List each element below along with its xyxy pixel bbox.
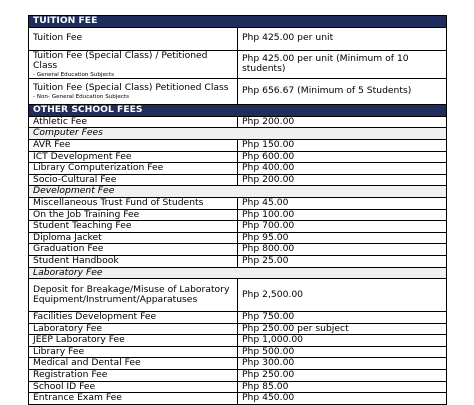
fee-name: [29, 79, 238, 105]
fee-name: School ID Fee: [29, 381, 238, 393]
fee-name: Library Computerization Fee: [29, 163, 238, 175]
fee-name: Facilities Development Fee: [29, 312, 238, 324]
fee-amount: Php 600.00: [238, 151, 447, 163]
fee-name: Student Teaching Fee: [29, 221, 238, 233]
table-row: [29, 370, 447, 382]
table-row: [29, 151, 447, 163]
fee-amount: Php 1,000.00: [238, 335, 447, 347]
table-row: [29, 323, 447, 335]
table-row: [29, 381, 447, 393]
fee-amount: Php 800.00: [238, 244, 447, 256]
table-row: [29, 79, 447, 105]
fee-name: Tuition Fee: [29, 27, 238, 50]
fee-amount: Php 656.67 (Minimum of 5 Students): [238, 79, 447, 105]
fee-name: Deposit for Breakage/Misuse of Laboratory Equipment/Instrument/Apparatuses: [29, 279, 238, 312]
table-row: [29, 232, 447, 244]
fee-name-text: Tuition Fee (Special Class) / Petitioned Class: [33, 50, 208, 72]
other-fees-header: OTHER SCHOOL FEES: [29, 105, 447, 117]
fee-name: Laboratory Fee: [29, 323, 238, 335]
fee-schedule-table: [28, 15, 447, 405]
other-fees-header-row: [29, 105, 447, 117]
table-row: [29, 358, 447, 370]
fee-name: Diploma Jacket: [29, 232, 238, 244]
fee-amount: Php 25.00: [238, 255, 447, 267]
table-row: [29, 393, 447, 405]
fee-amount: Php 200.00: [238, 174, 447, 186]
table-row: [29, 27, 447, 50]
table-row: [29, 312, 447, 324]
table-row: [29, 116, 447, 128]
fee-amount: Php 300.00: [238, 358, 447, 370]
table-row: [29, 50, 447, 79]
category-row: [29, 186, 447, 198]
fee-amount: Php 425.00 per unit (Minimum of 10 students): [238, 50, 447, 79]
table-row: [29, 335, 447, 347]
table-row: [29, 139, 447, 151]
fee-name-text: Tuition Fee (Special Class) Petitioned Class: [33, 82, 229, 94]
fee-amount: Php 425.00 per unit: [238, 27, 447, 50]
fee-name: Entrance Exam Fee: [29, 393, 238, 405]
category-development-fee: Development Fee: [29, 186, 447, 198]
fee-amount: Php 500.00: [238, 346, 447, 358]
table-row: [29, 174, 447, 186]
fee-name: AVR Fee: [29, 139, 238, 151]
fee-amount: Php 2,500.00: [238, 279, 447, 312]
fee-name-note: - Non- General Education Subjects: [33, 93, 130, 100]
category-computer-fees: Computer Fees: [29, 128, 447, 140]
table-row: [29, 163, 447, 175]
fee-amount: Php 750.00: [238, 312, 447, 324]
tuition-fee-header-row: [29, 16, 447, 28]
table-row: [29, 221, 447, 233]
fee-amount: Php 85.00: [238, 381, 447, 393]
category-row: [29, 267, 447, 279]
fee-amount: Php 45.00: [238, 197, 447, 209]
fee-amount: Php 250.00 per subject: [238, 323, 447, 335]
fee-amount: Php 700.00: [238, 221, 447, 233]
table-row: [29, 209, 447, 221]
fee-name: Registration Fee: [29, 370, 238, 382]
fee-name: Athletic Fee: [29, 116, 238, 128]
fee-name: Student Handbook: [29, 255, 238, 267]
fee-name-note: - General Education Subjects: [33, 71, 115, 78]
fee-name: Miscellaneous Trust Fund of Students: [29, 197, 238, 209]
table-row: [29, 197, 447, 209]
fee-name: Medical and Dental Fee: [29, 358, 238, 370]
fee-name: Socio-Cultural Fee: [29, 174, 238, 186]
category-laboratory-fee: Laboratory Fee: [29, 267, 447, 279]
fee-name: ICT Development Fee: [29, 151, 238, 163]
table-row: [29, 346, 447, 358]
fee-amount: Php 400.00: [238, 163, 447, 175]
fee-amount: Php 250.00: [238, 370, 447, 382]
table-row: [29, 244, 447, 256]
fee-amount: Php 200.00: [238, 116, 447, 128]
tuition-fee-header: TUITION FEE: [29, 16, 447, 28]
table-row: [29, 279, 447, 312]
fee-amount: Php 150.00: [238, 139, 447, 151]
category-row: [29, 128, 447, 140]
fee-name: Graduation Fee: [29, 244, 238, 256]
fee-amount: Php 100.00: [238, 209, 447, 221]
table-row: [29, 255, 447, 267]
fee-amount: Php 450.00: [238, 393, 447, 405]
fee-amount: Php 95.00: [238, 232, 447, 244]
fee-name: JEEP Laboratory Fee: [29, 335, 238, 347]
fee-name: Library Fee: [29, 346, 238, 358]
fee-name: On the Job Training Fee: [29, 209, 238, 221]
fee-name: [29, 50, 238, 79]
